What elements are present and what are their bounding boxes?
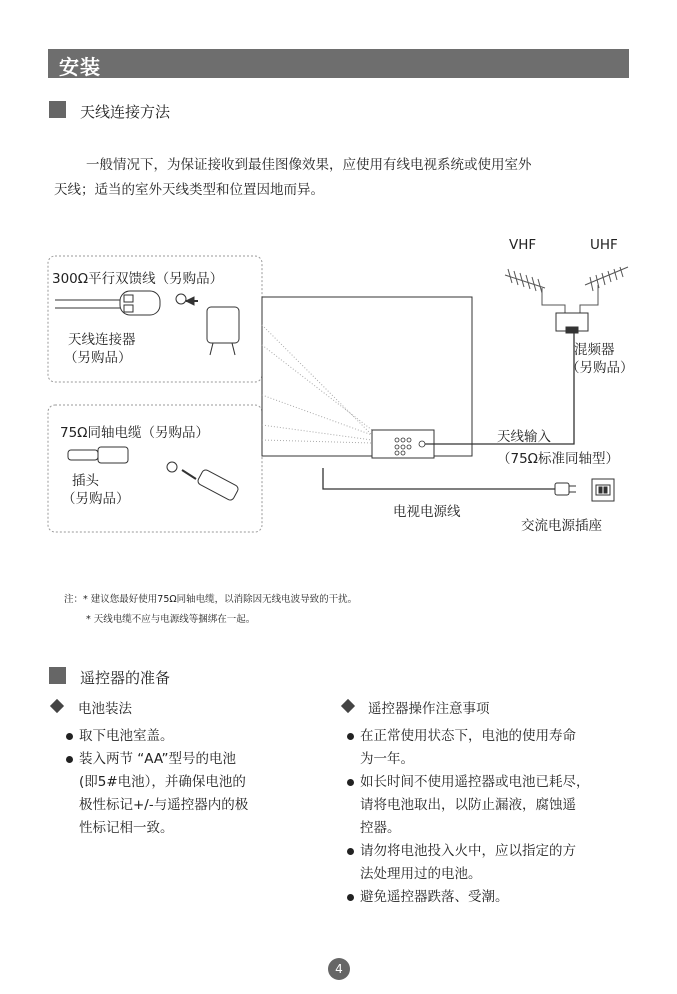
intro-line-2: 天线；适当的室外天线类型和位置因地而异。 xyxy=(54,182,324,198)
heading-square-icon xyxy=(49,667,66,684)
intro-line-1: 一般情况下，为保证接收到最佳图像效果，应使用有线电视系统或使用室外 xyxy=(86,157,532,173)
mixer-label-2: （另购品） xyxy=(566,360,634,376)
coax-type-label: （75Ω标准同轴型） xyxy=(497,451,619,467)
plug-label-2: （另购品） xyxy=(62,491,130,507)
battery-item-2-line-4: 性标记相一致。 xyxy=(79,820,174,836)
caution-item-1-line-1: 在正常使用状态下，电池的使用寿命 xyxy=(360,728,576,744)
remote-heading: 遥控器的准备 xyxy=(80,669,171,687)
caution-item-1-line-2: 为一年。 xyxy=(360,751,414,767)
mixer-label-1: 混频器 xyxy=(574,342,615,358)
cautions-title: 遥控器操作注意事项 xyxy=(368,701,490,717)
note-1: 注：* 建议您最好使用75Ω同轴电缆，以消除因无线电波导致的干扰。 xyxy=(64,594,358,605)
page-number: 4 xyxy=(328,958,350,980)
caution-item-2-line-2: 请将电池取出，以防止漏液，腐蚀遥 xyxy=(360,797,576,813)
mixer-icon xyxy=(556,313,588,333)
tv-outline xyxy=(262,297,472,456)
antenna-heading: 天线连接方法 xyxy=(80,103,171,121)
vhf-label: VHF xyxy=(509,237,537,253)
caution-item-3-line-2: 法处理用过的电池。 xyxy=(360,866,482,882)
coax-label: 75Ω同轴电缆（另购品） xyxy=(60,425,209,441)
ac-socket-label: 交流电源插座 xyxy=(521,518,602,534)
caution-item-2-line-1: 如长时间不使用遥控器或电池已耗尽， xyxy=(360,774,590,790)
transformer-icon xyxy=(186,297,239,355)
caution-item-3-line-1: 请勿将电池投入火中，应以指定的方 xyxy=(360,843,576,859)
wall-socket-icon xyxy=(592,479,614,501)
antenna-input-label: 天线输入 xyxy=(497,429,551,445)
bullet-icon xyxy=(347,848,354,855)
note-2: * 天线电缆不应与电源线等捆绑在一起。 xyxy=(86,614,256,625)
bullet-icon xyxy=(347,733,354,740)
battery-title: 电池装法 xyxy=(78,701,132,717)
feeder-connector-icon xyxy=(55,291,186,315)
battery-item-2-line-2: (即5#电池），并确保电池的 xyxy=(79,774,246,790)
plug-label-1: 插头 xyxy=(72,473,99,489)
section-title-bar xyxy=(48,49,629,78)
power-cord-line xyxy=(323,468,556,489)
caution-item-4: 避免遥控器跌落、受潮。 xyxy=(360,889,509,905)
bullet-icon xyxy=(347,894,354,901)
diamond-icon xyxy=(341,699,355,713)
battery-item-2-line-1: 装入两节 “AA”型号的电池 xyxy=(79,751,236,767)
bullet-icon xyxy=(66,733,73,740)
connector-label-1: 天线连接器 xyxy=(68,332,136,348)
bullet-icon xyxy=(347,779,354,786)
vhf-antenna-icon xyxy=(505,269,565,313)
uhf-antenna-icon xyxy=(580,267,628,313)
power-cord-label: 电视电源线 xyxy=(393,504,461,520)
power-plug-icon xyxy=(555,483,576,495)
section-title: 安装 xyxy=(59,55,101,79)
heading-square-icon xyxy=(49,101,66,118)
diamond-icon xyxy=(50,699,64,713)
battery-item-1: 取下电池室盖。 xyxy=(79,728,174,744)
bullet-icon xyxy=(66,756,73,763)
battery-item-2-line-3: 极性标记+/-与遥控器内的极 xyxy=(79,797,249,813)
uhf-label: UHF xyxy=(590,237,618,253)
feeder-label: 300Ω平行双馈线（另购品） xyxy=(52,271,224,287)
connector-label-2: （另购品） xyxy=(64,350,132,366)
caution-item-2-line-3: 控器。 xyxy=(360,820,401,836)
